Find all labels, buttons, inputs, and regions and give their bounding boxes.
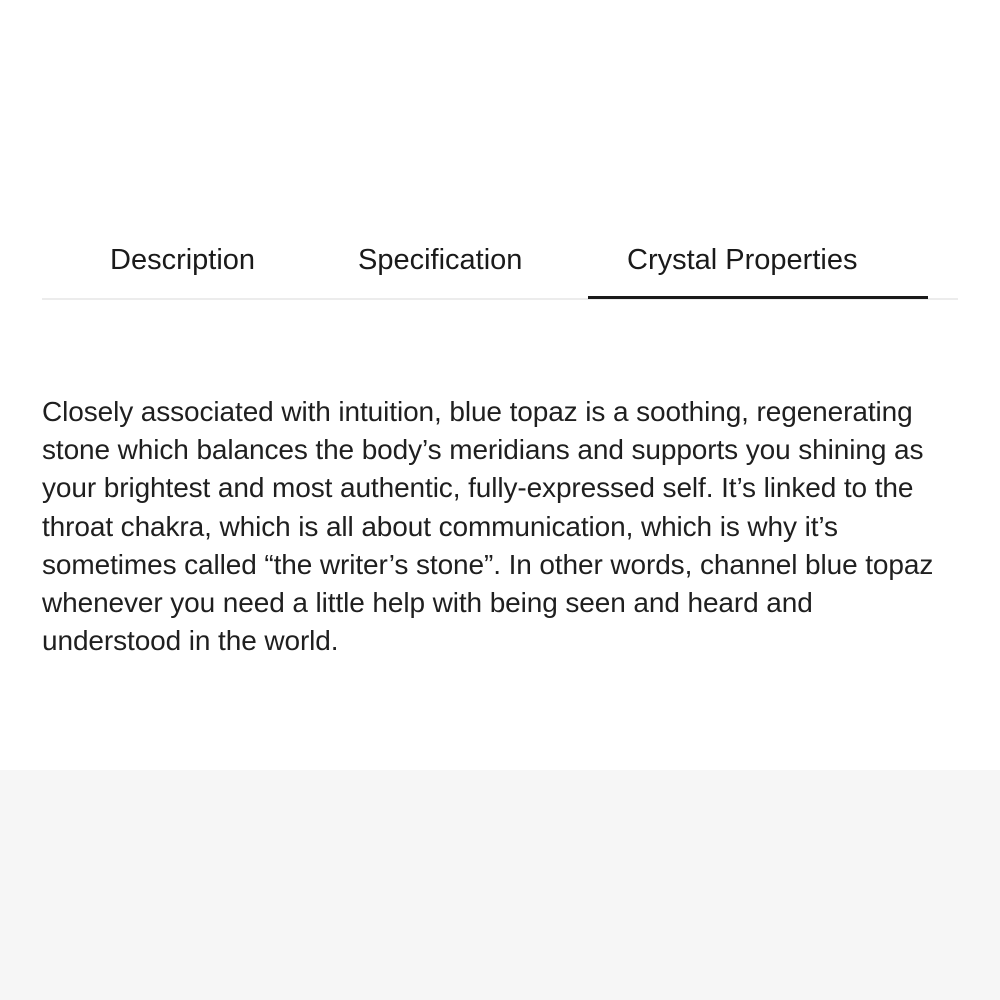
active-tab-indicator xyxy=(588,296,928,299)
product-tabs-panel xyxy=(0,210,1000,770)
tab-bar xyxy=(42,210,958,300)
footer-background xyxy=(0,770,1000,1000)
tab-specification[interactable]: Specification xyxy=(358,240,522,280)
tab-crystal-properties[interactable]: Crystal Properties xyxy=(627,240,857,280)
top-blank-area xyxy=(0,0,1000,210)
crystal-properties-text: Closely associated with intuition, blue topaz is a soothing, regenerating stone which balances the body’s meridians and supports you shining as your brightest and most authentic, fully-expressed self. It’s linked to the throat chakra, which is all about communication, which is why it’s sometimes called “the writer’s stone”. In other words, channel blue topaz whenever you need a little help with being seen and heard and understood in the world. xyxy=(42,396,934,657)
tab-description[interactable]: Description xyxy=(110,240,255,280)
